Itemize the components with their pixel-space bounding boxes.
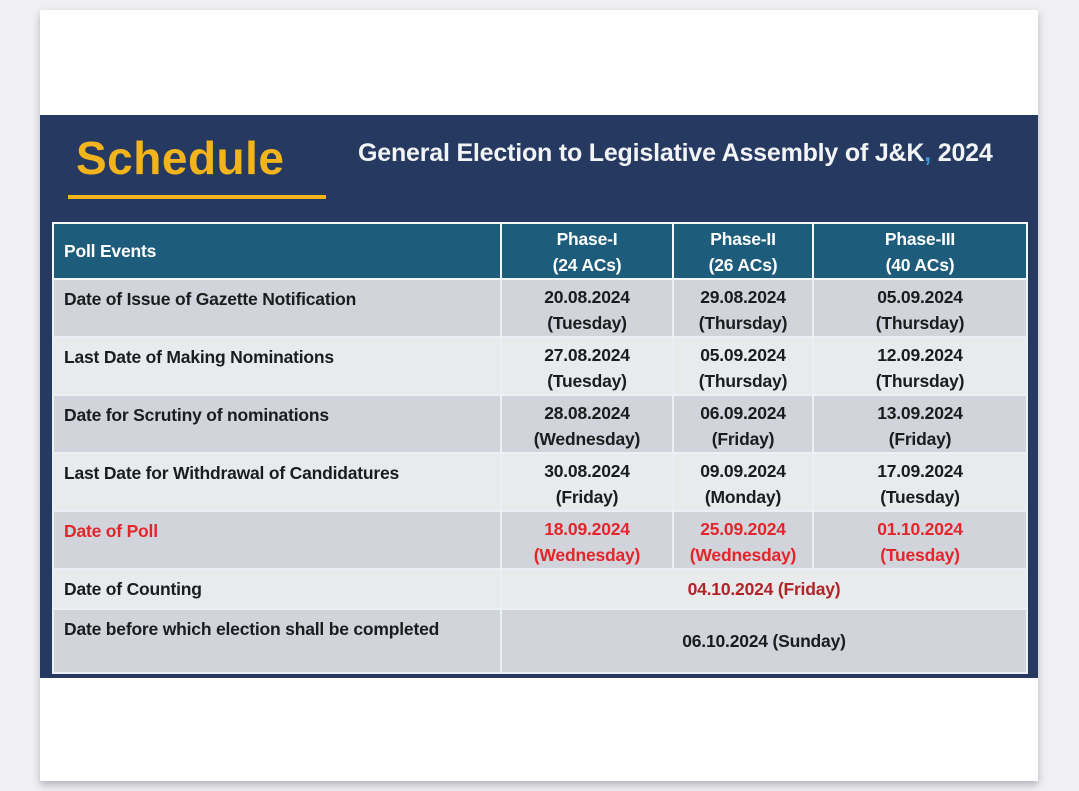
date-text: 05.09.2024 [877, 287, 963, 307]
day-text: (Tuesday) [880, 545, 960, 565]
phase-acs: (40 ACs) [885, 255, 955, 275]
slide-subtitle [358, 136, 1026, 171]
col-header-phase3 [813, 223, 1027, 279]
day-text: (Wednesday) [689, 545, 797, 565]
date-text: 01.10.2024 [877, 519, 963, 539]
table-row-completion [53, 609, 1027, 673]
date-text: 06.09.2024 [700, 403, 786, 423]
day-text: (Wednesday) [533, 545, 641, 565]
table-row-withdrawal [53, 453, 1027, 511]
day-text: (Tuesday) [880, 487, 960, 507]
col-header-poll-events: Poll Events [53, 223, 501, 279]
day-text: (Thursday) [698, 371, 788, 391]
phase1-cell [501, 395, 673, 453]
day-text: (Thursday) [698, 313, 788, 333]
day-text: (Tuesday) [547, 313, 627, 333]
phase-acs: (26 ACs) [708, 255, 778, 275]
header-row [53, 223, 1027, 279]
date-text: 18.09.2024 [544, 519, 630, 539]
subtitle-main: General Election to Legislative Assembly of J&K [358, 139, 925, 167]
date-text: 13.09.2024 [877, 403, 963, 423]
phase2-cell [673, 337, 813, 395]
schedule-table [52, 222, 1028, 674]
date-text: 25.09.2024 [700, 519, 786, 539]
phase3-cell [813, 511, 1027, 569]
day-text: (Wednesday) [533, 429, 641, 449]
phase-name: Phase-III [884, 229, 956, 249]
phase-name: Phase-II [710, 229, 776, 249]
phase2-cell [673, 395, 813, 453]
phase1-cell [501, 453, 673, 511]
date-text: 09.09.2024 [700, 461, 786, 481]
date-text: 05.09.2024 [700, 345, 786, 365]
col-header-phase2 [673, 223, 813, 279]
slide-panel [40, 115, 1038, 678]
day-text: (Friday) [888, 429, 952, 449]
event-label: Date of Poll [53, 511, 501, 569]
phase3-cell [813, 279, 1027, 337]
date-text: 12.09.2024 [877, 345, 963, 365]
date-text: 30.08.2024 [544, 461, 630, 481]
table-row-scrutiny [53, 395, 1027, 453]
day-text: (Friday) [555, 487, 619, 507]
event-label: Last Date for Withdrawal of Candidatures [53, 453, 501, 511]
date-text: 28.08.2024 [544, 403, 630, 423]
phase2-cell [673, 279, 813, 337]
phase3-cell [813, 337, 1027, 395]
date-text: 17.09.2024 [877, 461, 963, 481]
event-label: Last Date of Making Nominations [53, 337, 501, 395]
date-text: 27.08.2024 [544, 345, 630, 365]
phase-name: Phase-I [556, 229, 618, 249]
date-text: 29.08.2024 [700, 287, 786, 307]
table-row-poll [53, 511, 1027, 569]
table-row-counting [53, 569, 1027, 609]
completion-date-value: 06.10.2024 (Sunday) [501, 609, 1027, 673]
document-sheet [40, 10, 1038, 781]
phase-acs: (24 ACs) [552, 255, 622, 275]
event-label: Date of Counting [53, 569, 501, 609]
subtitle-comma: , [924, 139, 931, 167]
title-underline [68, 195, 326, 199]
event-label: Date for Scrutiny of nominations [53, 395, 501, 453]
phase3-cell [813, 395, 1027, 453]
event-label: Date of Issue of Gazette Notification [53, 279, 501, 337]
schedule-table-wrap [52, 222, 1026, 674]
day-text: (Tuesday) [547, 371, 627, 391]
col-header-phase1 [501, 223, 673, 279]
phase1-cell [501, 511, 673, 569]
phase1-cell [501, 337, 673, 395]
event-label: Date before which election shall be completed [53, 609, 501, 673]
phase3-cell [813, 453, 1027, 511]
subtitle-year: 2024 [937, 139, 993, 167]
phase2-cell [673, 511, 813, 569]
table-row-gazette [53, 279, 1027, 337]
date-text: 20.08.2024 [544, 287, 630, 307]
phase1-cell [501, 279, 673, 337]
counting-date-value: 04.10.2024 (Friday) [501, 569, 1027, 609]
table-row-nominations [53, 337, 1027, 395]
day-text: (Thursday) [875, 313, 965, 333]
slide-title: Schedule [76, 132, 285, 184]
phase2-cell [673, 453, 813, 511]
day-text: (Friday) [711, 429, 775, 449]
day-text: (Thursday) [875, 371, 965, 391]
day-text: (Monday) [704, 487, 782, 507]
